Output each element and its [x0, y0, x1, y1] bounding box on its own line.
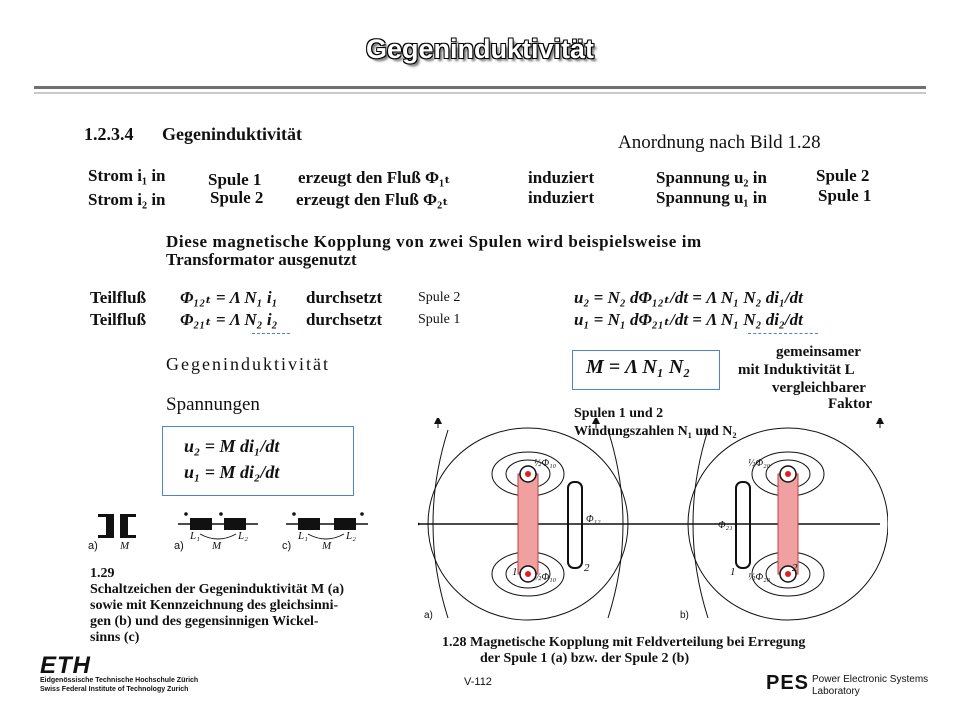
fig128-line2: der Spule 1 (a) bzw. der Spule 2 (b) [480, 651, 690, 666]
eth-line2: Swiss Federal Institute of Technology Zurich [40, 686, 189, 693]
coils-note-line1: Spulen 1 und 2 [574, 406, 664, 421]
coils-note-line2: Windungszahlen N₁ und N₂ [574, 424, 737, 439]
label-half-phi10-top: ½Φ₁₀ [534, 458, 557, 469]
row1-flux: erzeugt den Fluß Φ₁ₜ [298, 168, 451, 187]
coupling-line2: Transformator ausgenutzt [166, 250, 357, 269]
partial-flux1-verb: durchsetzt [306, 288, 383, 307]
partial-flux2-label: Teilfluß [90, 310, 147, 329]
partial-flux2-coil: Spule 1 [418, 312, 461, 327]
diagram-b [688, 418, 888, 620]
label-coil2-b: 2 [792, 562, 798, 574]
dashed-underline-right [748, 333, 818, 334]
row1-target: Spule 2 [816, 166, 870, 185]
voltage-eq-u1: u₁ = N₁ dΦ₂₁ₜ/dt = Λ N₁ N₂ di₂/dt [574, 310, 803, 329]
symbol-c-l2: L₂ [346, 530, 356, 542]
fig129-line2: sowie mit Kennzeichnung des gleichsinni- [90, 598, 339, 613]
voltage-eq-u2: u₂ = N₂ dΦ₁₂ₜ/dt = Λ N₁ N₂ di₁/dt [574, 288, 803, 307]
symbol-b-m: M [212, 540, 222, 552]
slide-title: Gegeninduktivität [365, 34, 595, 64]
row2-target: Spule 1 [818, 186, 872, 205]
pes-line2: Laboratory [812, 686, 860, 697]
partial-flux1-label: Teilfluß [90, 288, 147, 307]
row1-voltage: Spannung u₂ in [656, 168, 767, 187]
row2-flux: erzeugt den Fluß Φ₂ₜ [296, 190, 449, 209]
voltages-eq1: u₂ = M di₁/dt [184, 436, 280, 456]
section-title: Gegeninduktivität [162, 124, 303, 144]
fig128-line1: 1.28 Magnetische Kopplung mit Feldverteilung bei Erregung [442, 635, 806, 650]
label-coil2-a: 2 [584, 562, 590, 574]
label-half-phi10-bottom: ½Φ₁₀ [534, 572, 557, 583]
row1-induced: induziert [528, 168, 595, 187]
partial-flux1-coil: Spule 2 [418, 290, 461, 305]
row2-current: Strom i₂ in [88, 190, 166, 209]
section-number: 1.2.3.4 [84, 124, 134, 144]
row1-coil: Spule 1 [208, 170, 262, 189]
label-phi21: Φ₂₁ [718, 520, 733, 531]
symbol-c-label: c) [282, 540, 292, 552]
mutual-note1: gemeinsamer [776, 344, 861, 360]
page-number: V-112 [464, 676, 492, 688]
symbol-b-l2: L₂ [238, 530, 248, 542]
partial-flux1-formula: Φ₁₂ₜ = Λ N₁ i₁ [180, 288, 278, 307]
title-rule-light [34, 92, 926, 94]
symbol-c-l1: L₁ [298, 530, 308, 542]
title-rule [34, 86, 926, 89]
symbol-c-m: M [322, 540, 332, 552]
label-half-phi20-top: ½Φ₂₀ [748, 458, 771, 469]
row2-coil: Spule 2 [210, 188, 264, 207]
fig129-line3: gen (b) und des gegensinnigen Wickel- [90, 614, 319, 629]
arrangement-note: Anordnung nach Bild 1.28 [618, 132, 821, 153]
symbol-a-m: M [120, 540, 130, 552]
voltages-label: Spannungen [166, 394, 260, 415]
mutual-label: Gegeninduktivität [166, 354, 330, 374]
label-half-phi20-bottom: ½Φ₂₀ [748, 572, 771, 583]
label-phi12: Φ₁₂ [586, 514, 601, 525]
fig129-number: 1.29 [90, 566, 115, 581]
label-coil1-b: 1 [730, 566, 736, 578]
mutual-note4: Faktor [828, 396, 873, 412]
coupling-line1: Diese magnetische Kopplung von zwei Spulen wird beispielsweise im [166, 232, 702, 251]
fig129-line1: Schaltzeichen der Gegeninduktivität M (a) [90, 582, 345, 597]
field-diagram [418, 418, 888, 632]
label-coil1-a: 1 [512, 566, 518, 578]
symbol-b-l1: L₁ [190, 530, 200, 542]
row2-voltage: Spannung u₁ in [656, 188, 767, 207]
row2-induced: induziert [528, 188, 595, 207]
mutual-note3: vergleichbarer [772, 380, 866, 396]
label-diagram-a: a) [424, 610, 433, 621]
partial-flux2-verb: durchsetzt [306, 310, 383, 329]
pes-line1: Power Electronic Systems [812, 674, 929, 685]
pes-logo: PES [766, 672, 810, 694]
mutual-note2: mit Induktivität L [738, 362, 855, 378]
row1-current: Strom i₁ in [88, 166, 166, 185]
voltages-eq2: u₁ = M di₂/dt [184, 462, 280, 482]
circuit-symbols [88, 504, 378, 562]
symbol-a [98, 514, 136, 538]
eth-logo: ETH [40, 652, 91, 679]
dashed-underline [252, 333, 290, 334]
partial-flux2-formula: Φ₂₁ₜ = Λ N₂ i₂ [180, 310, 278, 329]
symbol-b-label: a) [174, 540, 184, 552]
eth-line1: Eidgenössische Technische Hochschule Zürich [40, 677, 199, 684]
symbol-a-label: a) [88, 540, 98, 552]
mutual-formula: M = Λ N₁ N₂ [586, 356, 691, 378]
fig129-line4: sinns (c) [90, 630, 140, 645]
label-diagram-b: b) [680, 610, 689, 621]
